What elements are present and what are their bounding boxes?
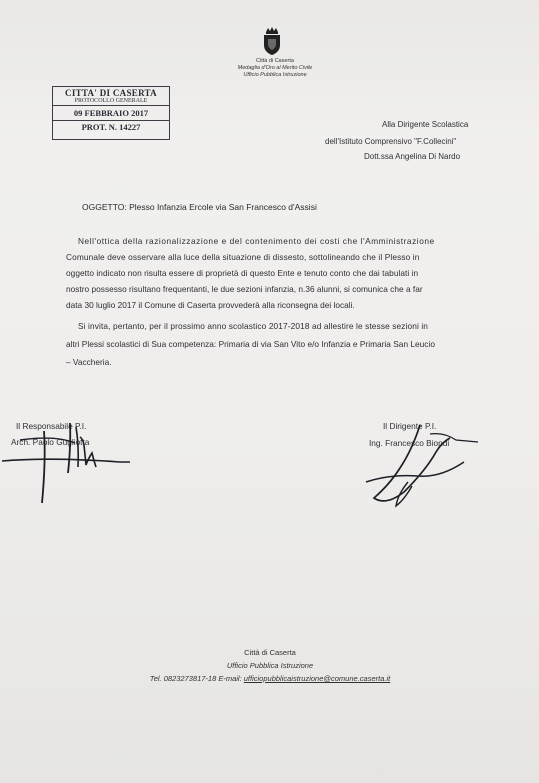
- body-line: Comunale deve osservare alla luce della situazione di dissesto, sottolineando che il Plesso in: [66, 252, 420, 262]
- body-line: data 30 luglio 2017 il Comune di Caserta provvederà alla riconsegna dei locali.: [66, 300, 355, 310]
- body-line: nostro possesso risultano frequentanti, le due sezioni infanzia, n.36 alunni, si comunica che a far: [66, 284, 423, 294]
- right-signatory-role: Il Dirigente P.I.: [383, 421, 437, 431]
- footer-office: Ufficio Pubblica Istruzione: [226, 661, 314, 670]
- right-signatory-name: Ing. Francesco Biondi: [369, 438, 450, 448]
- city-coat-of-arms-icon: [258, 26, 286, 56]
- footer-city: Città di Caserta: [244, 648, 296, 657]
- stamp-register: PROTOCOLLO GENERALE: [53, 98, 169, 106]
- body-line: oggetto indicato non risulta essere di proprietà di questo Ente e tenuto conto che dai tabulati in: [66, 268, 419, 278]
- letterhead-office: Ufficio Pubblica Istruzione: [243, 72, 307, 78]
- stamp-number: PROT. N. 14227: [81, 122, 141, 132]
- letter-subject: OGGETTO: Plesso Infanzia Ercole via San Francesco d'Assisi: [82, 202, 317, 212]
- recipient-name: Dott.ssa Angelina Di Nardo: [364, 152, 461, 161]
- letterhead-medal: Medaglia d'Oro al Merito Civile: [237, 65, 313, 71]
- recipient-title: Alla Dirigente Scolastica: [382, 120, 469, 129]
- left-signatory-role: Il Responsabile P.I.: [16, 421, 87, 431]
- body-line: Nell'ottica della razionalizzazione e del contenimento dei costi che l'Amministrazione: [78, 236, 435, 246]
- recipient-school: dell'Istituto Comprensivo "F.Collecini": [325, 137, 457, 146]
- left-handwritten-signature: [0, 415, 140, 510]
- footer-contact: [120, 674, 420, 683]
- letterhead-city: Città di Caserta: [256, 58, 294, 64]
- stamp-date: 09 FEBBRAIO 2017: [53, 106, 169, 121]
- footer-phone: Tel. 0823273817-18 E-mail:: [149, 674, 242, 683]
- right-handwritten-signature: [360, 420, 490, 520]
- left-signatory-name: Arch. Paolo Gugliotta: [11, 437, 90, 447]
- stamp-city: CITTA' DI CASERTA: [65, 88, 157, 98]
- body-line: altri Plessi scolastici di Sua competenza: Primaria di via San Vito e/o Infanzia e Primaria San Leucio: [66, 339, 435, 349]
- body-line: – Vaccheria.: [66, 357, 112, 367]
- body-line: Si invita, pertanto, per il prossimo anno scolastico 2017-2018 ad allestire le stesse sezioni in: [78, 321, 429, 331]
- protocol-stamp: [52, 86, 170, 140]
- footer-email-link[interactable]: ufficiopubblicaistruzione@comune.caserta.it: [243, 674, 391, 683]
